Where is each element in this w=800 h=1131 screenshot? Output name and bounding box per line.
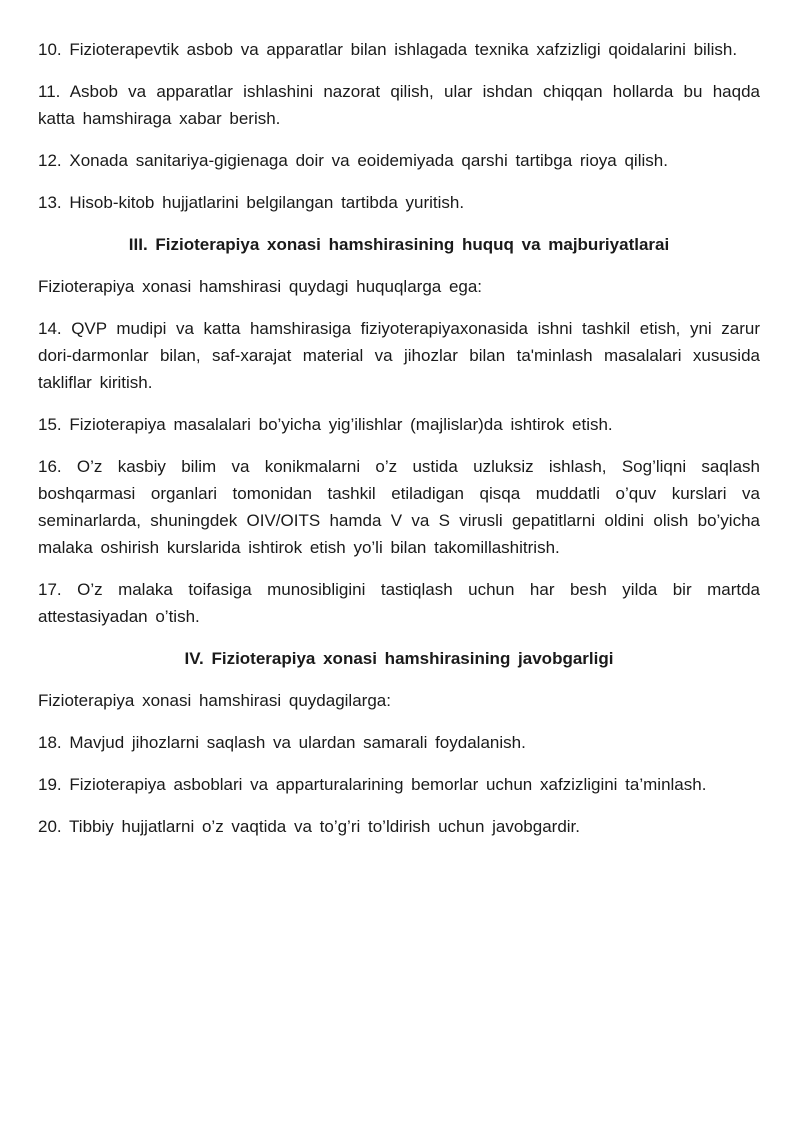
section-intro-rights: Fizioterapiya xonasi hamshirasi quydagi huquqlarga ega: xyxy=(38,277,483,296)
list-item: 11. Asbob va apparatlar ishlashini nazorat qilish, ular ishdan chiqqan hollarda bu haqda katta hamshiraga xabar berish. xyxy=(38,82,760,128)
document-page xyxy=(38,36,760,855)
list-item: 12. Xonada sanitariya-gigienaga doir va eoidemiyada qarshi tartibga rioya qilish. xyxy=(38,151,668,170)
section-intro-responsibility: Fizioterapiya xonasi hamshirasi quydagilarga: xyxy=(38,691,391,710)
list-item: 17. O’z malaka toifasiga munosibligini tastiqlash uchun har besh yilda bir martda attestasiyadan o’tish. xyxy=(38,580,760,626)
list-item: 15. Fizioterapiya masalalari bo’yicha yig’ilishlar (majlislar)da ishtirok etish. xyxy=(38,415,613,434)
list-item: 10. Fizioterapevtik asbob va apparatlar bilan ishlagada texnika xafzizligi qoidalarini bilish. xyxy=(38,40,738,59)
list-item: 20. Tibbiy hujjatlarni o’z vaqtida va to’g’ri to’ldirish uchun javobgardir. xyxy=(38,817,581,836)
list-item: 16. O’z kasbiy bilim va konikmalarni o’z ustida uzluksiz ishlash, Sog’liqni saqlash boshqarmasi organlari tomonidan tashkil etiladigan qisqa muddatli o’quv kurslari va seminarlarda, shuningdek OIV/OITS hamda V va S virusli gepatitlarni oldini olish bo’yicha malaka oshirish kurslarida ishtirok etish yo’li bilan takomillashitrish. xyxy=(38,457,760,557)
section-heading-responsibility: IV. Fizioterapiya xonasi hamshirasining javobgarligi xyxy=(184,649,614,668)
list-item: 19. Fizioterapiya asboblari va apparturalarining bemorlar uchun xafzizligini ta’minlash. xyxy=(38,775,707,794)
list-item: 14. QVP mudipi va katta hamshirasiga fiziyoterapiyaxonasida ishni tashkil etish, yni zarur dori-darmonlar bilan, saf-xarajat material va jihozlar bilan ta'minlash masalalari xususida takliflar kiritish. xyxy=(38,319,760,392)
list-item: 13. Hisob-kitob hujjatlarini belgilangan tartibda yuritish. xyxy=(38,193,465,212)
section-heading-rights: III. Fizioterapiya xonasi hamshirasining huquq va majburiyatlarai xyxy=(128,235,670,254)
list-item: 18. Mavjud jihozlarni saqlash va ulardan samarali foydalanish. xyxy=(38,733,526,752)
